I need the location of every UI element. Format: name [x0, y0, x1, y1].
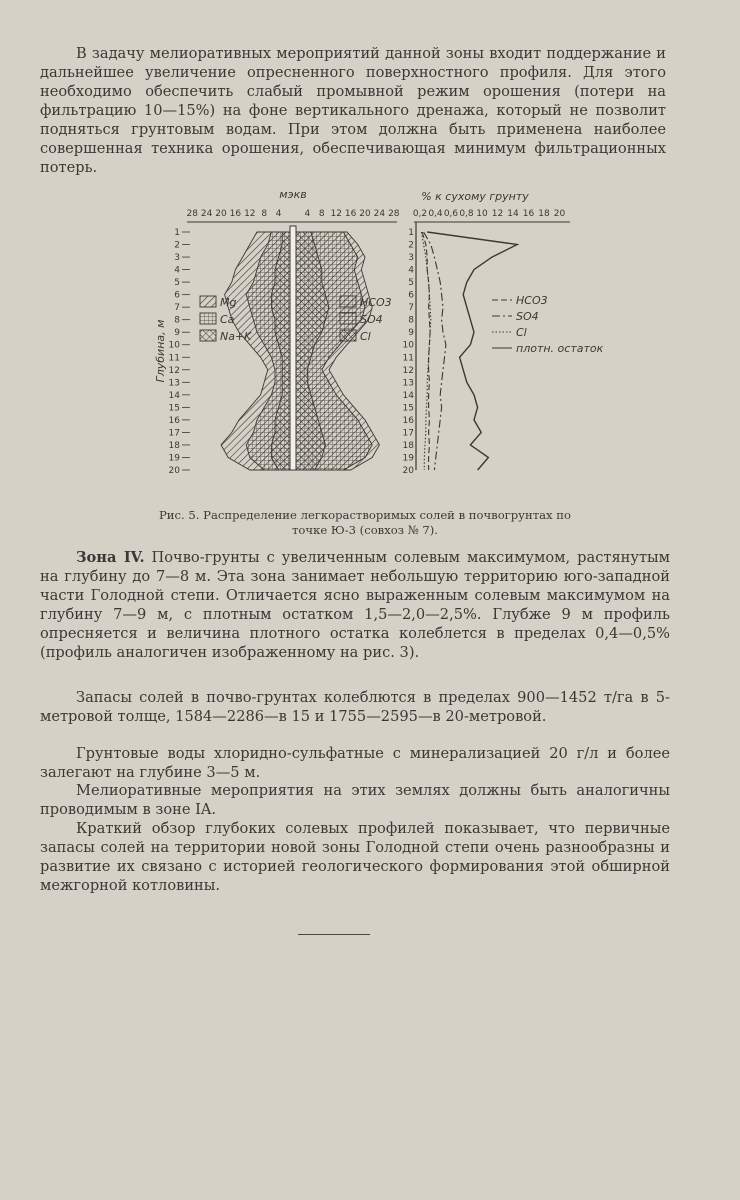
depth-tick-right-13: 13 [402, 378, 414, 389]
meq-tick-right-4: 4 [304, 209, 311, 219]
legend-swatch-anions-0 [340, 296, 356, 307]
pct-legend-label-2: Cl [516, 326, 527, 339]
depth-tick-left-20: 20 [168, 466, 180, 476]
meq-tick-right-8: 8 [318, 209, 325, 219]
paragraph-ground-water: Грунтовые воды хлоридно-сульфатные с минерализацией 20 г/л и более залегают на глубине 3—5 м. [40, 745, 670, 781]
depth-tick-right-15: 15 [402, 403, 414, 414]
depth-tick-right-20: 20 [402, 466, 414, 476]
depth-tick-left-11: 11 [168, 353, 180, 364]
depth-tick-right-2: 2 [408, 240, 414, 251]
figure-salt-distribution [154, 188, 604, 488]
depth-tick-left-5: 5 [174, 278, 180, 289]
meq-center-axis [290, 226, 296, 470]
depth-axis-label: Глубина, м [154, 319, 167, 383]
legend-swatch-cations-1 [200, 313, 216, 324]
depth-tick-left-17: 17 [168, 428, 180, 439]
legend-swatch-cations-0 [200, 296, 216, 307]
depth-tick-right-7: 7 [408, 303, 414, 314]
depth-tick-right-12: 12 [402, 365, 414, 376]
pct-line-2 [421, 232, 430, 470]
salt-profile-chart [154, 188, 604, 488]
depth-tick-left-2: 2 [174, 240, 180, 251]
zone-iv-heading: Зона IV. [76, 549, 145, 566]
pct-tick-6: 14 [507, 209, 519, 219]
legend-swatch-anions-1 [340, 313, 356, 324]
pct-legend-label-3: плотн. остаток [516, 342, 604, 355]
legend-label-anions-0: HCO3 [360, 296, 392, 309]
pct-tick-2: 0,6 [443, 209, 459, 219]
depth-tick-left-8: 8 [174, 315, 180, 326]
meq-tick-right-24: 24 [373, 209, 386, 219]
depth-tick-left-7: 7 [174, 303, 180, 314]
depth-tick-right-4: 4 [408, 265, 414, 276]
meq-tick-right-16: 16 [344, 209, 357, 219]
pct-tick-5: 12 [491, 209, 504, 219]
pct-legend-label-1: SO4 [516, 310, 539, 323]
legend-label-anions-2: Cl [360, 330, 371, 343]
paragraph-measures: Мелиоративные мероприятия на этих землях должны быть аналогичны проводимым в зоне IA. [40, 782, 670, 818]
meq-tick-left-24: 24 [200, 209, 213, 219]
depth-tick-left-12: 12 [168, 365, 180, 376]
depth-tick-left-4: 4 [174, 265, 180, 276]
depth-tick-right-3: 3 [408, 253, 414, 264]
paragraph-zone-iv [40, 548, 670, 662]
section-end-rule [298, 934, 370, 935]
pct-legend-label-0: HCO3 [516, 294, 548, 307]
meq-tick-right-28: 28 [388, 209, 400, 219]
zone-iv-text: Почво-грунты с увеличенным солевым максимумом, растянутым на глубину до 7—8 м. Эта зона занимает небольшую территорию юго-западной части Голодной степи. Отличается ясно выраженным солевым максимумом на глубину 7—9 м, с плотным остатком 1,5—2,0—2,5%. Глубже 9 м профиль опресняется и величина плотного остатка колеблется в пределах 0,4—0,5% (профиль аналогичен изображенному на рис. 3). [40, 549, 671, 661]
legend-swatch-cations-2 [200, 330, 216, 341]
depth-tick-left-9: 9 [174, 328, 180, 339]
legend-label-cations-0: Mg [220, 296, 237, 309]
legend-label-anions-1: SO4 [360, 313, 383, 326]
depth-tick-right-18: 18 [402, 440, 414, 451]
pct-tick-3: 0,8 [459, 209, 474, 219]
depth-tick-right-8: 8 [408, 315, 414, 326]
meq-tick-left-28: 28 [186, 209, 198, 219]
depth-tick-left-10: 10 [168, 340, 180, 351]
depth-tick-right-11: 11 [402, 353, 414, 364]
depth-tick-left-15: 15 [168, 403, 180, 414]
depth-tick-right-10: 10 [402, 340, 414, 351]
depth-tick-right-6: 6 [408, 290, 414, 301]
depth-tick-left-18: 18 [168, 440, 180, 451]
pct-tick-9: 20 [553, 209, 566, 219]
pct-tick-4: 10 [476, 209, 488, 219]
pct-line-3 [427, 232, 517, 470]
depth-tick-right-1: 1 [408, 228, 414, 238]
depth-tick-right-16: 16 [402, 415, 414, 426]
pct-tick-1: 0,4 [428, 209, 443, 219]
pct-tick-8: 18 [538, 209, 550, 219]
depth-tick-left-16: 16 [168, 415, 180, 426]
depth-tick-left-6: 6 [174, 290, 180, 301]
meq-tick-right-20: 20 [359, 209, 371, 219]
legend-label-cations-2: Na+K [220, 330, 252, 343]
pct-tick-0: 0,2 [412, 209, 428, 219]
paragraph-intro: В задачу мелиоративных мероприятий данной зоны входит поддержание и дальнейшее увеличение опресненного поверхностного профиля. Для этого необходимо обеспечить слабый промывной режим орошения (потери на фильтрацию 10—15%) на фоне вертикального дренажа, который не позволит подняться грунтовым водам. При этом должна быть применена наиболее совершенная техника орошения, обеспечивающая минимум фильтрационных потерь. [40, 45, 666, 176]
meq-tick-left-8: 8 [261, 209, 268, 219]
depth-tick-left-19: 19 [168, 453, 180, 464]
figure-caption: Рис. 5. Распределение легкорастворимых солей в почвогрунтах по точке Ю-3 (совхоз № 7). [159, 508, 571, 537]
meq-tick-right-12: 12 [330, 209, 342, 219]
paragraph-review: Краткий обзор глубоких солевых профилей показывает, что первичные запасы солей на территории новой зоны Голодной степи очень разнообразны и развитие их связано с историей геологического формирования этой обширной межгорной котловины. [40, 820, 670, 894]
meq-tick-left-16: 16 [229, 209, 242, 219]
depth-tick-right-19: 19 [402, 453, 414, 464]
meq-title: мэкв [279, 188, 307, 201]
legend-swatch-anions-2 [340, 330, 356, 341]
depth-tick-left-3: 3 [174, 253, 180, 264]
paragraph-salt-reserves: Запасы солей в почво-грунтах колеблются в пределах 900—1452 т/га в 5-метровой толще, 1584—2286—в 15 и 1755—2595—в 20-метровой. [40, 689, 670, 725]
pct-tick-7: 16 [522, 209, 535, 219]
depth-tick-right-17: 17 [402, 428, 414, 439]
meq-tick-left-20: 20 [215, 209, 227, 219]
depth-tick-left-1: 1 [174, 228, 180, 238]
depth-tick-left-13: 13 [168, 378, 180, 389]
depth-tick-right-5: 5 [408, 278, 414, 289]
depth-tick-right-14: 14 [402, 390, 414, 401]
pct-title: % к сухому грунту [421, 190, 529, 203]
legend-label-cations-1: Ca [220, 313, 235, 326]
meq-tick-left-4: 4 [275, 209, 282, 219]
meq-tick-left-12: 12 [244, 209, 256, 219]
depth-tick-left-14: 14 [168, 390, 180, 401]
depth-tick-right-9: 9 [408, 328, 414, 339]
